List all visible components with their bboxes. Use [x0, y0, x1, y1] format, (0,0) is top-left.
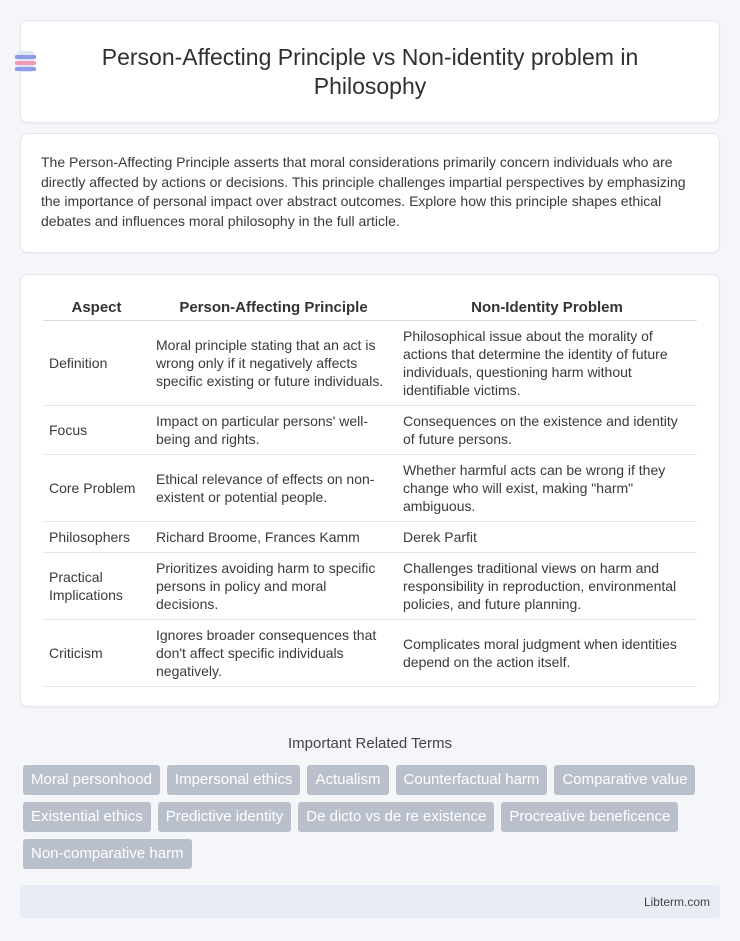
related-terms-list — [20, 765, 720, 869]
table-header-row — [43, 295, 697, 321]
related-term-tag[interactable]: De dicto vs de re existence — [298, 802, 494, 832]
row-person-affecting: Moral principle stating that an act is wrong only if it negatively affects specific existing or future individuals. — [150, 321, 397, 406]
related-term-tag[interactable]: Counterfactual harm — [396, 765, 548, 795]
document-stack-icon — [13, 49, 39, 75]
table-row — [43, 406, 697, 455]
row-person-affecting: Impact on particular persons' well-being and rights. — [150, 406, 397, 455]
intro-card — [20, 133, 720, 253]
related-term-tag[interactable]: Impersonal ethics — [167, 765, 301, 795]
row-aspect: Definition — [43, 321, 150, 406]
related-term-tag[interactable]: Existential ethics — [23, 802, 151, 832]
table-row — [43, 620, 697, 687]
table-row — [43, 553, 697, 620]
row-person-affecting: Prioritizes avoiding harm to specific persons in policy and moral decisions. — [150, 553, 397, 620]
table-row — [43, 321, 697, 406]
title-card — [20, 20, 720, 123]
related-term-tag[interactable]: Actualism — [307, 765, 388, 795]
table-row — [43, 455, 697, 522]
related-term-tag[interactable]: Moral personhood — [23, 765, 160, 795]
row-aspect: Practical Implications — [43, 553, 150, 620]
related-term-tag[interactable]: Non-comparative harm — [23, 839, 192, 869]
header-non-identity: Non-Identity Problem — [397, 295, 697, 321]
related-term-tag[interactable]: Comparative value — [554, 765, 695, 795]
related-term-tag[interactable]: Predictive identity — [158, 802, 292, 832]
row-non-identity: Complicates moral judgment when identities depend on the action itself. — [397, 620, 697, 687]
row-non-identity: Derek Parfit — [397, 522, 697, 553]
row-non-identity: Consequences on the existence and identity of future persons. — [397, 406, 697, 455]
related-term-tag[interactable]: Procreative beneficence — [501, 802, 678, 832]
row-person-affecting: Richard Broome, Frances Kamm — [150, 522, 397, 553]
title-wrap — [61, 43, 679, 101]
row-aspect: Philosophers — [43, 522, 150, 553]
intro-text: The Person-Affecting Principle asserts that moral considerations primarily concern individuals who are directly affected by actions or decisions. This principle challenges impartial perspectives by emphasizing the importance of personal impact over abstract outcomes. Explore how this principle shapes ethical debates and influences moral philosophy in the full article. — [41, 154, 686, 229]
related-terms-heading: Important Related Terms — [288, 735, 452, 752]
row-non-identity: Whether harmful acts can be wrong if they change who will exist, making "harm" ambiguous. — [397, 455, 697, 522]
row-person-affecting: Ethical relevance of effects on non-existent or potential people. — [150, 455, 397, 522]
row-aspect: Focus — [43, 406, 150, 455]
row-aspect: Criticism — [43, 620, 150, 687]
comparison-table — [43, 295, 697, 687]
comparison-card — [20, 274, 720, 707]
row-person-affecting: Ignores broader consequences that don't affect specific individuals negatively. — [150, 620, 397, 687]
row-non-identity: Challenges traditional views on harm and responsibility in reproduction, environmental policies, and future planning. — [397, 553, 697, 620]
row-non-identity: Philosophical issue about the morality of actions that determine the identity of future individuals, questioning harm without identifiable victims. — [397, 321, 697, 406]
header-person-affecting: Person-Affecting Principle — [150, 295, 397, 321]
page-title: Person-Affecting Principle vs Non-identity problem in Philosophy — [101, 43, 639, 99]
footer-brand-link[interactable]: Libterm.com — [643, 894, 710, 909]
row-aspect: Core Problem — [43, 455, 150, 522]
table-row — [43, 522, 697, 553]
header-aspect: Aspect — [43, 295, 150, 321]
footer — [20, 885, 720, 918]
